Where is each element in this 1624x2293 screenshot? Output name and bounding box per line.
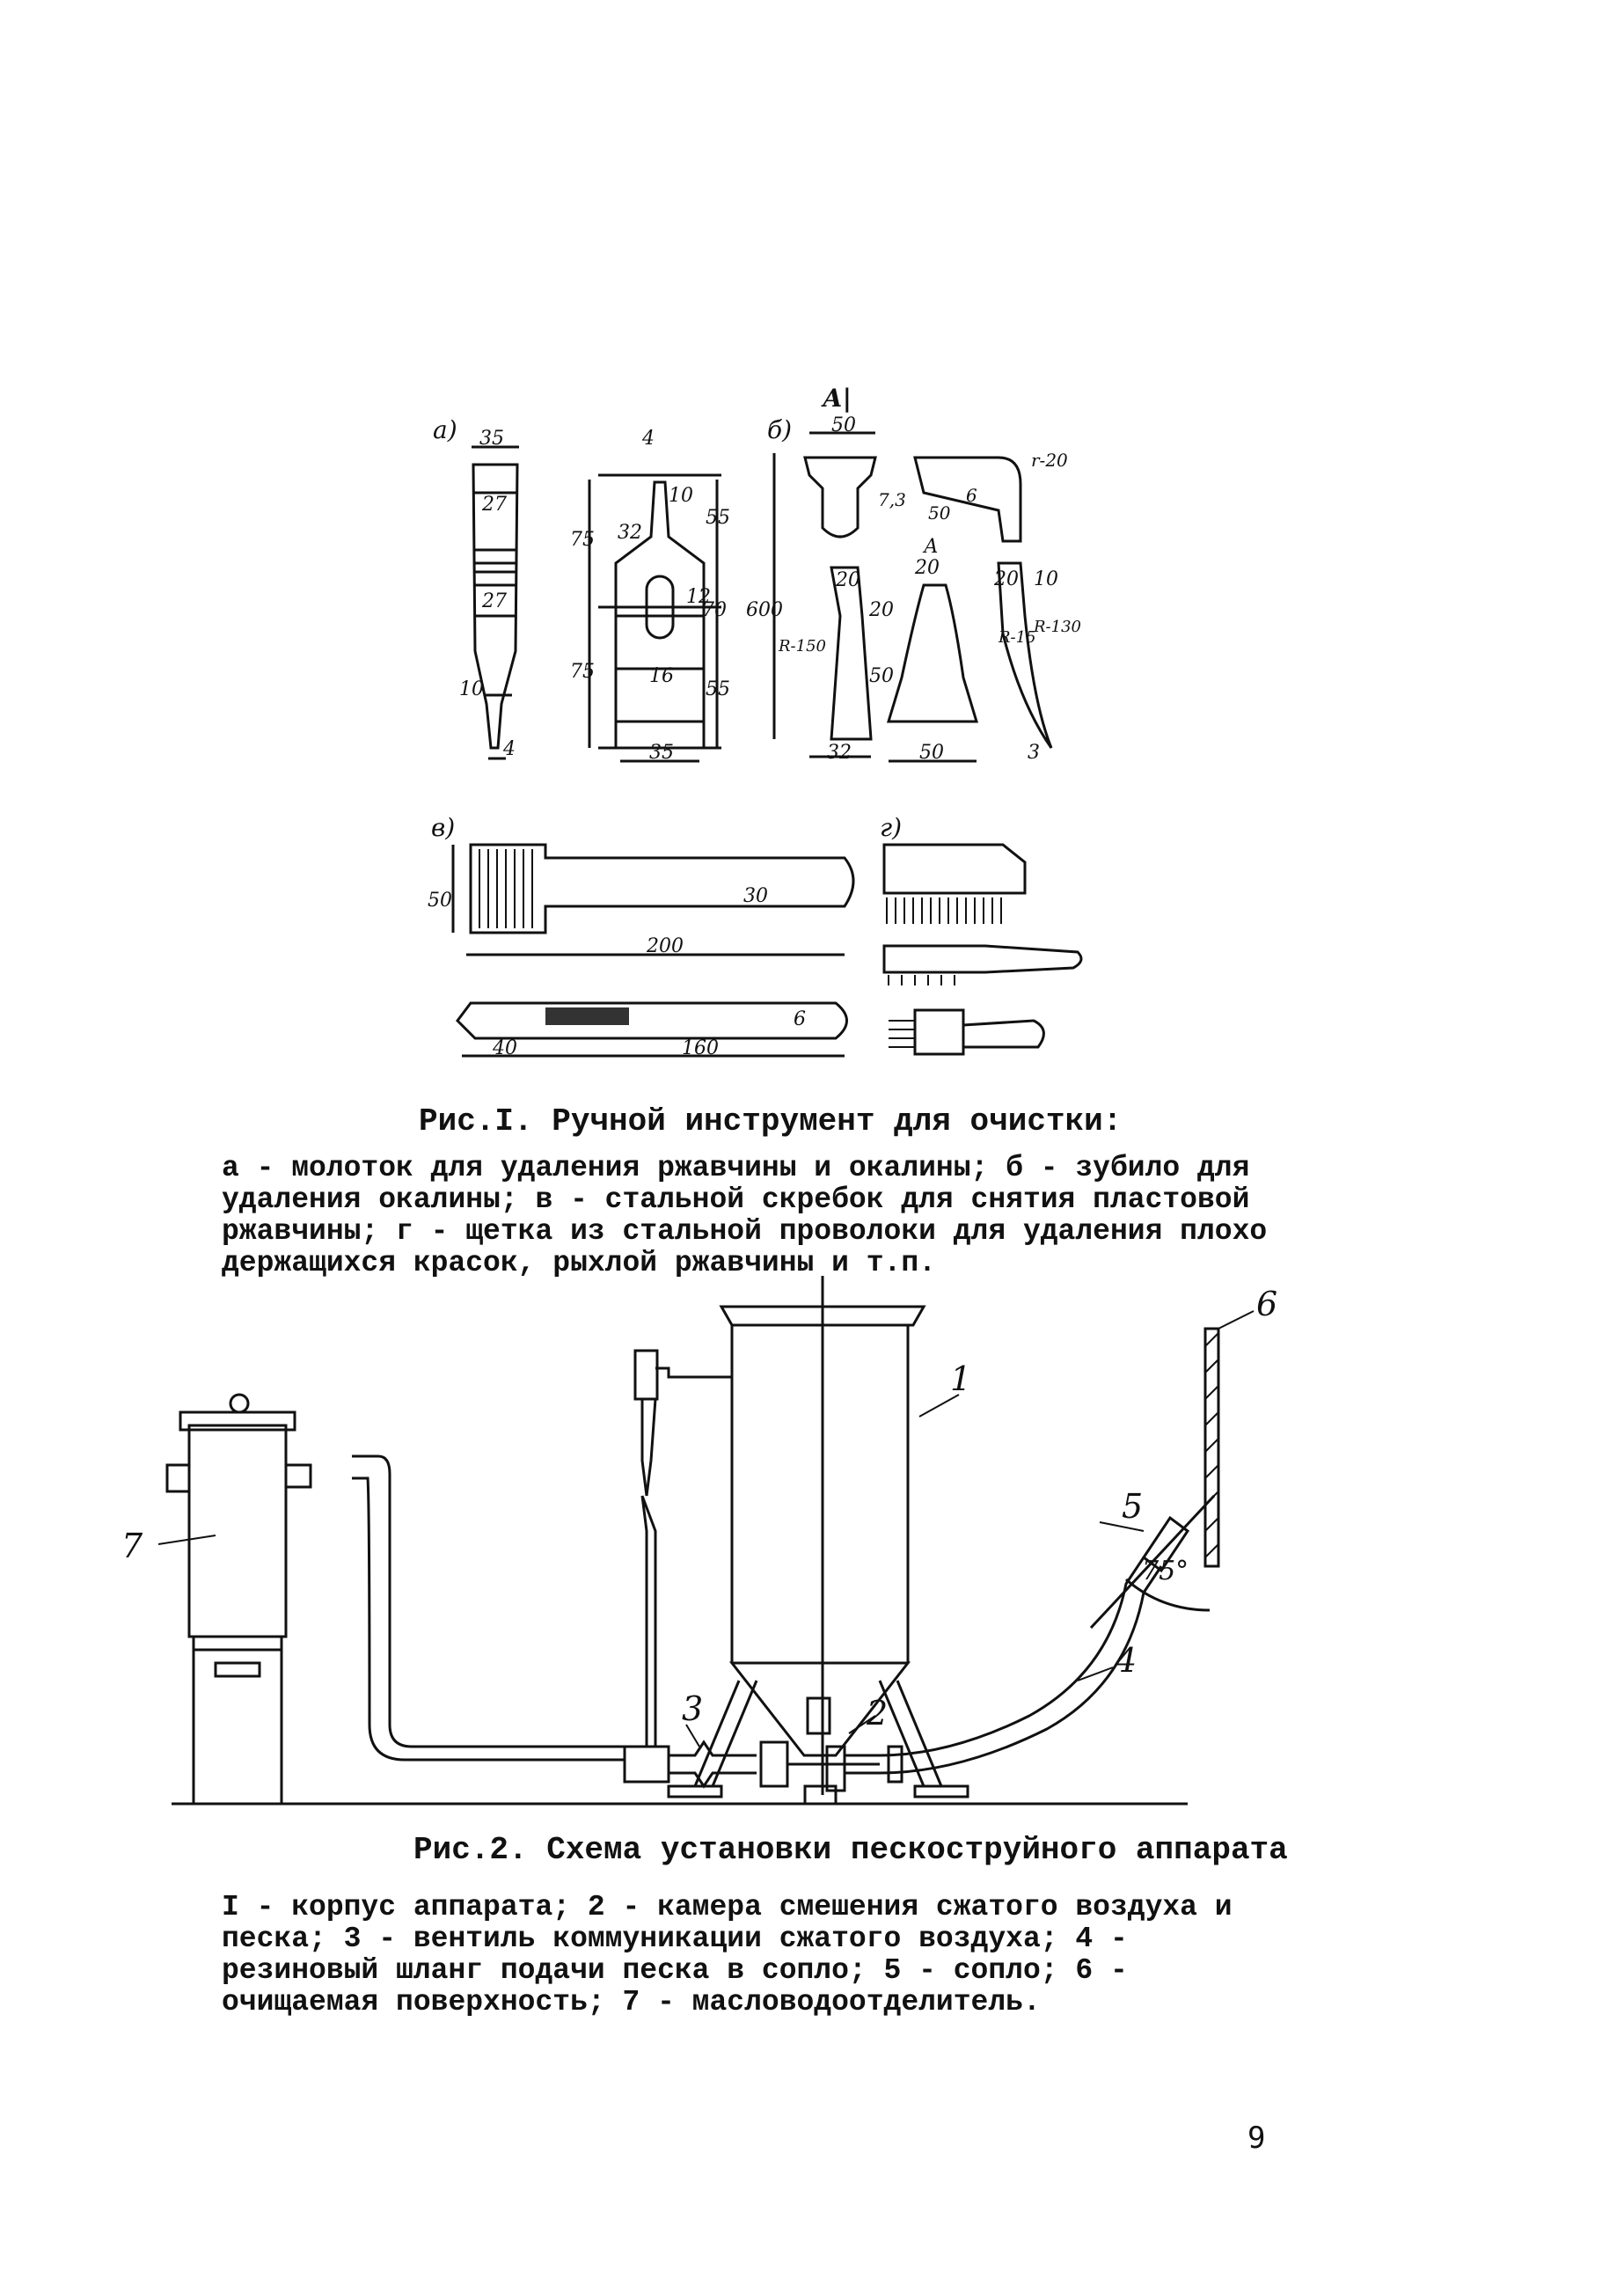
dim-b-10: 10: [1034, 568, 1058, 590]
dim-a-inner1: 27: [482, 494, 507, 516]
dim-a2-35: 35: [649, 742, 674, 764]
label-6-surface: 6: [1256, 1285, 1278, 1323]
dim-b-32: 32: [827, 742, 852, 764]
label-3-valve: 3: [682, 1689, 704, 1728]
dim-a2-32: 32: [618, 522, 642, 544]
dim-a2-70: 70: [702, 599, 727, 621]
panel-label-v: в): [431, 813, 456, 842]
dim-b-A: А: [924, 536, 939, 558]
label-7-separator: 7: [121, 1527, 143, 1565]
dim-b-3: 3: [1028, 742, 1040, 764]
dim-a2-16: 16: [649, 665, 674, 687]
figure-1-caption: Рис.I. Ручной инструмент для очистки:: [419, 1103, 1123, 1139]
label-1-body: 1: [950, 1359, 972, 1398]
section-marker: А|: [823, 384, 852, 413]
panel-label-a: а): [433, 415, 457, 444]
figure-2-legend: I - корпус аппарата; 2 - камера смешения сжатого воздуха и песка; 3 - вентиль коммуникации сжатого воздуха; 4 - резиновый шланг подачи песка в сопло; 5 - сопло; 6 - очищаемая поверхность; 7 - масловодоотделитель.: [222, 1891, 1233, 2018]
dim-b-50c: 50: [869, 665, 894, 687]
label-2-chamber: 2: [867, 1694, 889, 1733]
dim-a2-75a: 75: [570, 529, 595, 551]
dim-v-30: 30: [743, 885, 768, 907]
figure-1-legend: а - молоток для удаления ржавчины и окалины; б - зубило для удаления окалины; в - стальной скребок для снятия пластовой ржавчины; г - щетка из стальной проволоки для удаления плохо держащихся красок, рыхлой ржавчины и т.п.: [222, 1152, 1268, 1279]
dim-b-r150a: R-150: [779, 637, 826, 656]
page-number: 9: [1247, 2121, 1266, 2156]
figure-2-caption: Рис.2. Схема установки пескоструйного аппарата: [413, 1832, 1288, 1868]
dim-a2-55a: 55: [706, 507, 730, 529]
dim-b-7: 7,3: [878, 489, 906, 510]
label-4-hose: 4: [1116, 1641, 1138, 1680]
dim-b-50d: 50: [919, 742, 944, 764]
dim-a-neck: 10: [459, 678, 484, 700]
dim-b-6: 6: [966, 485, 977, 506]
dim-b-20d: 20: [994, 568, 1019, 590]
dim-b-20b: 20: [915, 557, 940, 579]
dim-b-r20: r-20: [1031, 450, 1068, 471]
dim-a-tip: 4: [503, 738, 516, 760]
dim-b-20c: 20: [869, 599, 894, 621]
dim-b-50: 50: [831, 414, 856, 436]
dim-v-40: 40: [493, 1037, 517, 1059]
label-5-nozzle: 5: [1122, 1487, 1144, 1526]
dim-b-600: 600: [746, 599, 783, 621]
dim-a2-12: 12: [686, 586, 711, 608]
dim-b-r150b: R-130: [1034, 618, 1081, 636]
figure-1-hand-tools: [0, 0, 1624, 1100]
dim-v-160: 160: [682, 1037, 719, 1059]
dim-v-200: 200: [647, 935, 684, 957]
dim-v-50: 50: [428, 890, 452, 912]
dim-a2-75b: 75: [570, 661, 595, 683]
dim-a-top: 35: [479, 428, 504, 450]
dim-v-6: 6: [794, 1008, 806, 1030]
dim-a2-top: 4: [642, 428, 655, 450]
panel-label-g: г): [880, 813, 903, 842]
figure-2-sandblasting-setup: [0, 1267, 1624, 1830]
dim-b-r15: R-15: [999, 628, 1036, 647]
dim-b-20a: 20: [836, 569, 860, 591]
dim-a2-55b: 55: [706, 678, 730, 700]
dim-a2-slot: 10: [669, 485, 693, 507]
dim-b-50b: 50: [928, 502, 951, 524]
dim-a-inner2: 27: [482, 590, 507, 612]
panel-label-b: б): [767, 415, 793, 444]
angle-label: 75°: [1142, 1556, 1189, 1586]
